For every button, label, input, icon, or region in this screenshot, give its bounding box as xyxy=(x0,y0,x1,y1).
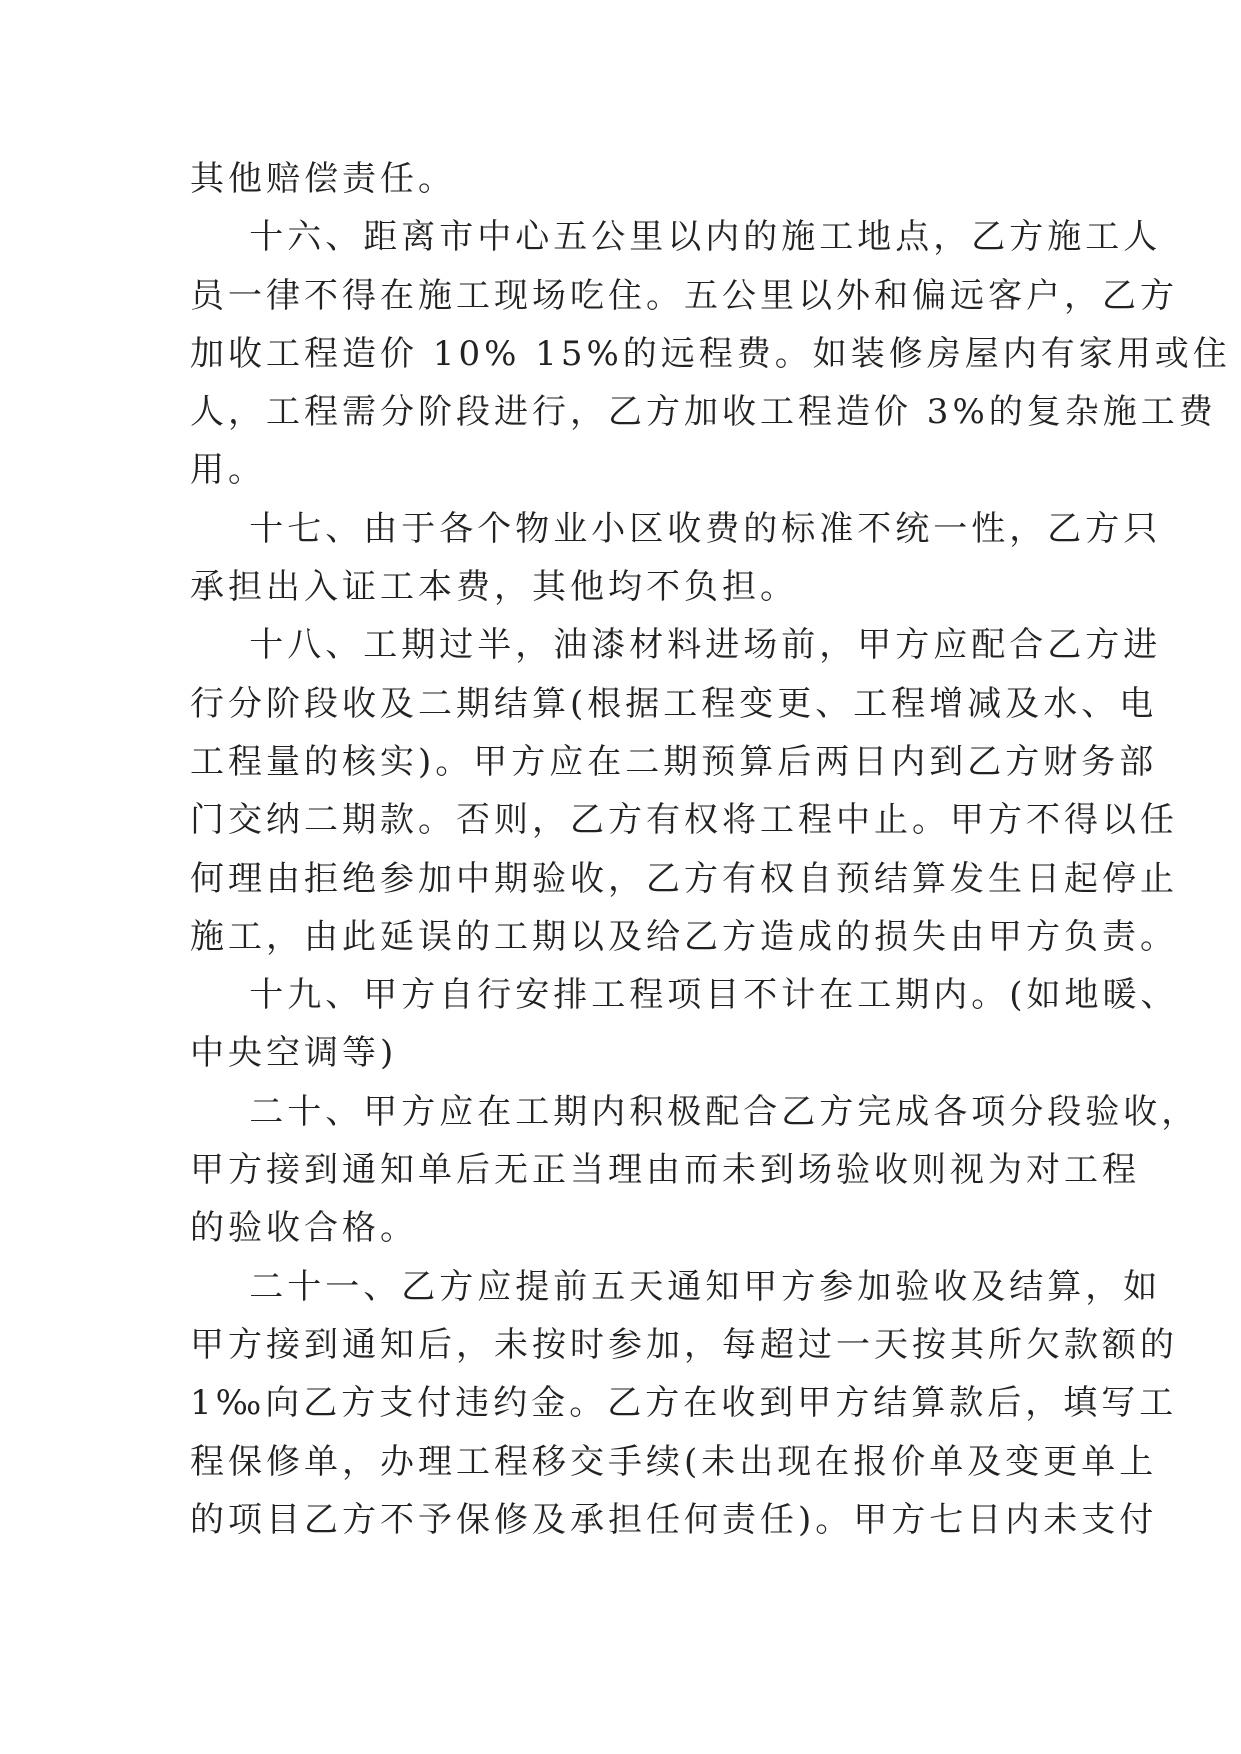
text-line: 二十一、乙方应提前五天通知甲方参加验收及结算，如 xyxy=(190,1266,1162,1307)
text-line: 门交纳二期款。否则，乙方有权将工程中止。甲方不得以任 xyxy=(190,800,1178,841)
text-line: 十九、甲方自行安排工程项目不计在工期内。(如地暖、 xyxy=(190,975,1179,1016)
text-line: 员一律不得在施工现场吃住。五公里以外和偏远客户，乙方 xyxy=(190,275,1178,316)
text-line: 用。 xyxy=(190,450,266,491)
text-line: 其他赔偿责任。 xyxy=(190,159,456,199)
text-line: 1‰向乙方支付违约金。乙方在收到甲方结算款后，填写工 xyxy=(190,1383,1178,1424)
text-line: 工程量的核实)。甲方应在二期预算后两日内到乙方财务部 xyxy=(190,741,1158,782)
text-line: 的验收合格。 xyxy=(190,1208,418,1249)
text-line: 程保修单，办理工程移交手续(未出现在报价单及变更单上 xyxy=(190,1441,1158,1482)
text-line: 甲方接到通知单后无正当理由而未到场验收则视为对工程 xyxy=(190,1150,1140,1191)
text-line: 人，工程需分阶段进行，乙方加收工程造价 3%的复杂施工费 xyxy=(190,392,1217,433)
text-line: 甲方接到通知后，未按时参加，每超过一天按其所欠款额的 xyxy=(190,1324,1178,1365)
text-line: 中央空调等) xyxy=(190,1033,398,1074)
text-line: 加收工程造价 10% 15%的远程费。如装修房屋内有家用或住 xyxy=(190,333,1231,374)
text-line: 十七、由于各个物业小区收费的标准不统一性，乙方只 xyxy=(190,508,1162,549)
text-line: 十八、工期过半，油漆材料进场前，甲方应配合乙方进 xyxy=(190,625,1162,666)
document-body xyxy=(190,150,1231,1549)
text-line: 承担出入证工本费，其他均不负担。 xyxy=(190,567,798,608)
text-line: 施工，由此延误的工期以及给乙方造成的损失由甲方负责。 xyxy=(190,916,1178,957)
text-line: 十六、距离市中心五公里以内的施工地点，乙方施工人 xyxy=(190,217,1162,258)
text-line: 二十、甲方应在工期内积极配合乙方完成各项分段验收， xyxy=(190,1091,1200,1132)
text-line: 何理由拒绝参加中期验收，乙方有权自预结算发生日起停止 xyxy=(190,858,1178,899)
text-line: 行分阶段收及二期结算(根据工程变更、工程增减及水、电 xyxy=(190,683,1158,724)
text-line: 的项目乙方不予保修及承担任何责任)。甲方七日内未支付 xyxy=(190,1499,1158,1540)
